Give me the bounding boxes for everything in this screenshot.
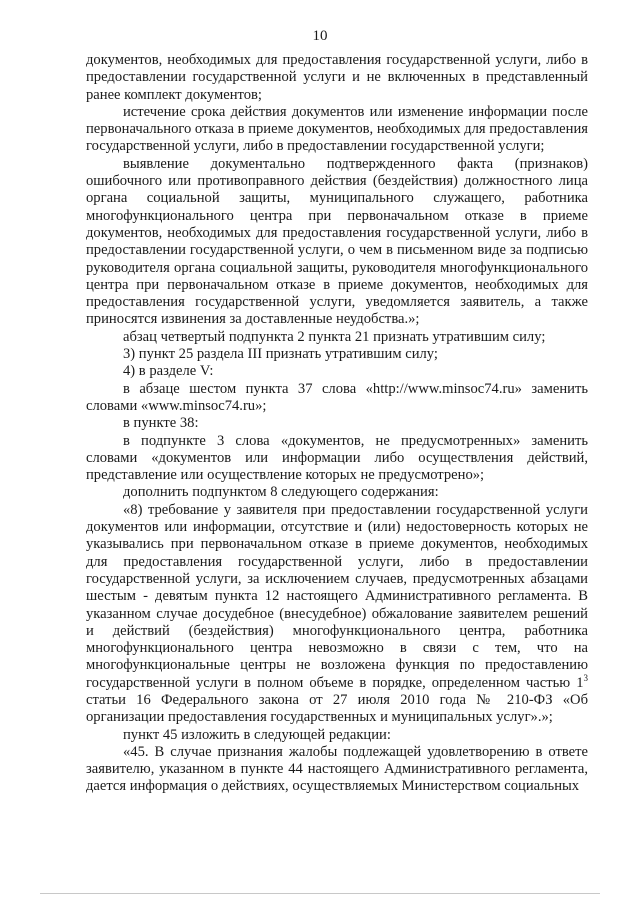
subparagraph-8-main-text: «8) требование у заявителя при предоставлении государственной услуги документов или информации, отсутствие и (или) недостоверность которых не указывались при первоначальном отказе в приеме документов, необходимых для предоставления государственной услуги, либо в предоставлении государственной услуги, за исключением случаев, предусмотренных абзацами шестым - девятым пункта 12 настоящего Административного регламента. В указанном случае досудебное (внесудебное) обжалование заявителем решений и действий (бездействия) многофункционального центра, работника многофункционального центра невозможно в связи с тем, что на многофункциональные центры не возложена функция по предоставлению государственной услуги в полном объеме в порядке, определенном частью 1 bbox=[86, 501, 588, 691]
paragraph-section-v: 4) в разделе V: bbox=[123, 363, 214, 380]
paragraph-subparagraph-2-repeal: абзац четвертый подпункта 2 пункта 21 признать утратившим силу; bbox=[123, 328, 546, 345]
subparagraph-8-tail-text: статьи 16 Федерального закона от 27 июля 2010 года № 210-ФЗ «Об организации предоставления государственных и муниципальных услуг».»; bbox=[86, 691, 588, 726]
paragraph-item-45-intro: пункт 45 изложить в следующей редакции: bbox=[123, 726, 391, 743]
paragraph-erroneous-action: выявление документально подтвержденного факта (признаков) ошибочного или противоправного действия (бездействия) должностного лица органа социальной защиты, муниципального служащего, работника многофункционального центра при первоначальном отказе в приеме документов, необходимых для предоставления государственной услуги, либо в предоставлении государственной услуги, о чем в письменном виде за подписью руководителя органа социальной защиты, руководителя многофункционального центра при первоначальном отказе в приеме документов, необходимых для предоставления государственной услуги, уведомляется заявитель, а также приносятся извинения за доставленные неудобства.»; bbox=[86, 155, 588, 328]
footnote-superscript: 3 bbox=[583, 672, 588, 683]
page-bottom-divider bbox=[40, 893, 600, 894]
document-body bbox=[86, 52, 588, 796]
paragraph-subparagraph-8-text bbox=[86, 502, 588, 727]
paragraph-continuation: документов, необходимых для предоставления государственной услуги, либо в предоставлении государственной услуги и не включенных в представленный ранее комплект документов; bbox=[86, 52, 588, 103]
paragraph-item-38: в пункте 38: bbox=[123, 415, 199, 432]
paragraph-item-37: в абзаце шестом пункта 37 слова «http://www.minsoc74.ru» заменить словами «www.minsoc74.ru»; bbox=[86, 380, 588, 414]
paragraph-item-25-repeal: 3) пункт 25 раздела III признать утратившим силу; bbox=[123, 346, 438, 363]
paragraph-subparagraph-3: в подпункте 3 слова «документов, не предусмотренных» заменить словами «документов или информации либо осуществления действий, представление или осуществление которых не предусмотрено»; bbox=[86, 432, 588, 484]
page-number: 10 bbox=[312, 28, 328, 44]
paragraph-item-45-text: «45. В случае признания жалобы подлежащей удовлетворению в ответе заявителю, указанном в пункте 44 настоящего Административного регламента, дается информация о действиях, осуществляемых Министерством социальных bbox=[86, 743, 588, 795]
paragraph-document-expiry: истечение срока действия документов или изменение информации после первоначального отказа в приеме документов, необходимых для предоставления государственной услуги, либо в предоставлении государственной услуги; bbox=[86, 103, 588, 155]
paragraph-add-subparagraph-8: дополнить подпунктом 8 следующего содержания: bbox=[123, 484, 439, 501]
